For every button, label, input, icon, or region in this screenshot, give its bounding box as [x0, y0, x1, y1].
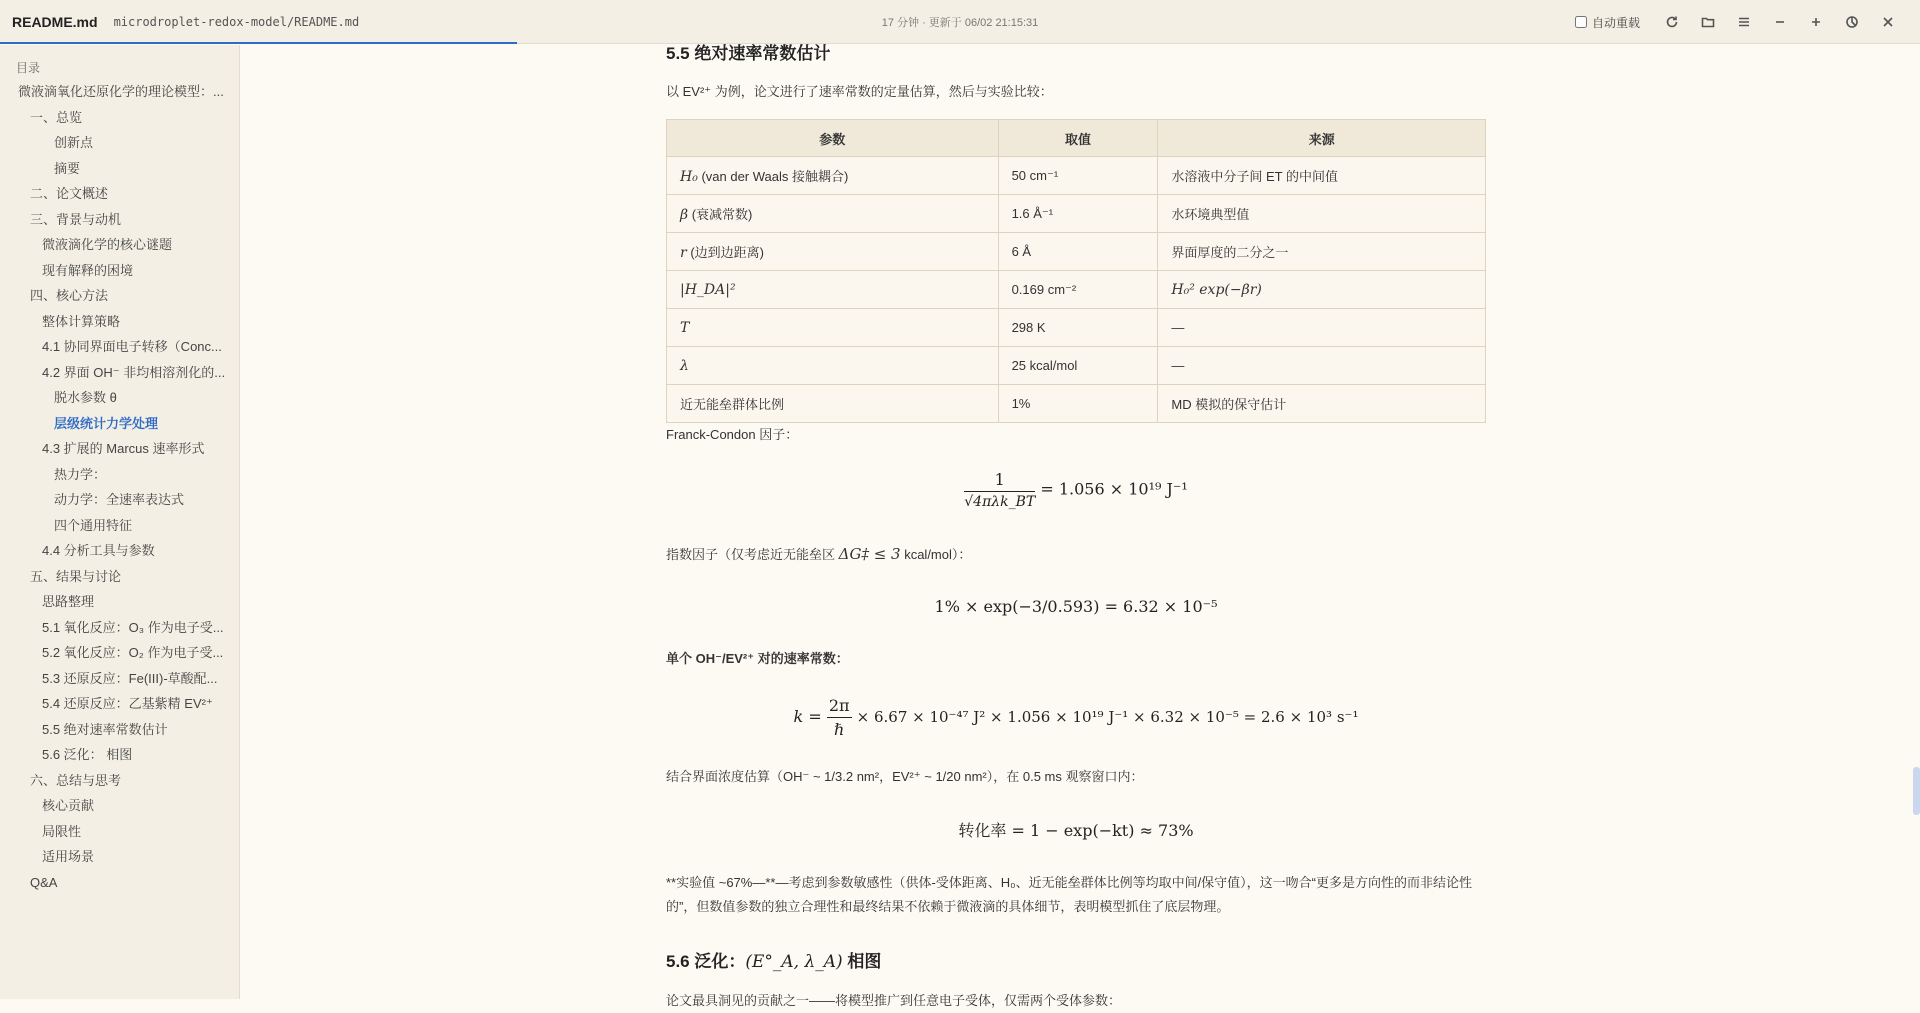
toc-item[interactable]: 热力学： [54, 466, 107, 482]
document-title: README.md [12, 13, 98, 30]
table-row [667, 233, 1486, 271]
window-controls [1575, 0, 1906, 44]
param-symbol: H₀ [680, 169, 698, 185]
param-symbol: β [680, 207, 689, 223]
toc-item[interactable]: 六、总结与思考 [30, 772, 122, 788]
auto-reload-toggle[interactable] [1575, 14, 1640, 31]
equation-conversion: 转化率 = 1 − exp(−kt) ≈ 73% [958, 821, 1194, 840]
equation-rate-constant [666, 696, 1486, 739]
toc-item[interactable]: 4.3 扩展的 Marcus 速率形式 [42, 441, 205, 456]
toc-item[interactable]: 局限性 [42, 823, 82, 839]
menu-button[interactable] [1726, 8, 1762, 36]
fc-rhs: = 1.056 × 10¹⁹ J⁻¹ [1040, 479, 1188, 499]
toc-item[interactable]: 5.3 还原反应：Fe(III)-草酸配... [42, 670, 218, 686]
title-bar [0, 0, 1920, 44]
table-row [667, 347, 1486, 385]
toc-item[interactable]: 整体计算策略 [42, 313, 121, 329]
table-row [667, 195, 1486, 233]
refresh-icon [1665, 15, 1679, 29]
toc-item[interactable]: 思路整理 [42, 594, 95, 609]
next-title-pre: 5.6 泛化： [666, 952, 746, 971]
franck-condon-label: Franck-Condon 因子： [666, 427, 799, 442]
theme-button[interactable] [1834, 8, 1870, 36]
param-cell [667, 347, 999, 385]
param-cell [667, 309, 999, 347]
toc-item[interactable]: 4.4 分析工具与参数 [42, 543, 155, 558]
zoom-in-button[interactable] [1798, 8, 1834, 36]
value-cell: 50 cm⁻¹ [998, 157, 1158, 195]
toc-item[interactable]: 四、核心方法 [30, 288, 109, 303]
concentration-label: 结合界面浓度估算（OH⁻ ~ 1/3.2 nm²，EV²⁺ ~ 1/20 nm²），在 0.5 ms 观察窗口内： [666, 769, 1144, 784]
fc-denominator: √4πλk_BT [964, 494, 1036, 510]
toc-item[interactable]: 动力学：全速率表达式 [54, 492, 185, 507]
fc-numerator: 1 [964, 470, 1035, 492]
toc-item[interactable]: 层级统计力学处理 [54, 415, 159, 431]
source-cell: MD 模拟的保守估计 [1158, 385, 1486, 423]
exp-label-post: kcal/mol）： [900, 547, 972, 562]
table-row [667, 309, 1486, 347]
toc-item[interactable]: 5.5 绝对速率常数估计 [42, 721, 168, 737]
value-cell: 0.169 cm⁻² [998, 271, 1158, 309]
toc-item[interactable]: 5.6 泛化： 相图 [42, 747, 133, 762]
rate-fraction [827, 696, 852, 739]
conclusion-paragraph: **实验值 ~67%—**—考虑到参数敏感性（供体-受体距离、H₀、近无能垒群体比例等均取中间/保守值），这一吻合“更多是方向性的而非结论性的”，但数值参数的独立合理性和最终结果不依赖于微液滴的具体细节，表明模型抓住了底层物理。 [666, 875, 1473, 914]
table-row [667, 385, 1486, 423]
folder-icon [1701, 15, 1715, 29]
toc-item[interactable]: 4.1 协同界面电子转移（Conc... [42, 339, 222, 354]
toc-sidebar [0, 45, 240, 999]
table-row [667, 271, 1486, 309]
rate-lhs: k = [793, 707, 822, 726]
toc-item[interactable]: 一、总览 [30, 109, 83, 125]
source-cell: 水溶液中分子间 ET 的中间值 [1158, 157, 1486, 195]
close-icon [1881, 15, 1895, 29]
toc-item[interactable]: 创新点 [54, 135, 94, 150]
exponential-factor-label [666, 542, 971, 567]
toc-item[interactable]: 摘要 [54, 160, 81, 176]
toc-item[interactable]: 核心贡献 [42, 798, 95, 813]
param-name: (van der Waals 接触耦合) [697, 169, 849, 184]
fc-fraction [964, 470, 1035, 510]
source-cell: — [1158, 347, 1486, 385]
intro-paragraph: 以 EV²⁺ 为例，论文进行了速率常数的定量估算，然后与实验比较： [666, 84, 1053, 99]
section-heading-5-6 [666, 947, 881, 972]
param-name: (衰减常数) [688, 207, 753, 222]
rate-denominator: ℏ [834, 720, 845, 739]
param-cell [667, 157, 999, 195]
reload-button[interactable] [1654, 8, 1690, 36]
equation-franck-condon [666, 470, 1486, 510]
open-folder-button[interactable] [1690, 8, 1726, 36]
source-cell: 水环境典型值 [1158, 195, 1486, 233]
section-heading-5-5: 5.5 绝对速率常数估计 [666, 44, 831, 63]
rate-constant-label: 单个 OH⁻/EV²⁺ 对的速率常数： [666, 651, 849, 666]
value-cell: 6 Å [998, 233, 1158, 271]
next-paragraph: 论文最具洞见的贡献之一——将模型推广到任意电子受体，仅需两个受体参数： [666, 993, 1122, 1008]
auto-reload-label: 自动重载 [1591, 15, 1640, 30]
toc-item[interactable]: 适用场景 [42, 849, 95, 864]
exp-label-pre: 指数因子（仅考虑近无能垒区 [666, 547, 839, 562]
value-cell: 1.6 Å⁻¹ [998, 195, 1158, 233]
table-header-value: 取值 [998, 120, 1158, 157]
plus-icon [1809, 15, 1823, 29]
parameter-table [666, 119, 1486, 423]
table-header-source: 来源 [1158, 120, 1486, 157]
markdown-content [241, 44, 1920, 1008]
auto-reload-checkbox[interactable] [1575, 16, 1587, 28]
toc-item[interactable]: 脱水参数 θ [54, 390, 117, 405]
toc-item[interactable]: Q&A [30, 874, 58, 890]
value-cell: 298 K [998, 309, 1158, 347]
scrollbar-thumb[interactable] [1913, 767, 1920, 815]
toc-item[interactable]: 四个通用特征 [54, 517, 133, 533]
param-cell [667, 233, 999, 271]
toc-item[interactable]: 4.2 界面 OH⁻ 非均相溶剂化的... [42, 364, 226, 380]
value-cell: 25 kcal/mol [998, 347, 1158, 385]
table-header-param: 参数 [667, 120, 999, 157]
zoom-out-button[interactable] [1762, 8, 1798, 36]
source-cell: — [1158, 309, 1486, 347]
next-title-post: 相图 [842, 952, 882, 971]
param-name: (边到边距离) [686, 245, 764, 260]
toc-item[interactable]: 现有解释的困境 [42, 262, 134, 278]
toc-item[interactable]: 微液滴化学的核心谜题 [42, 237, 173, 252]
param-cell [667, 195, 999, 233]
menu-icon [1737, 15, 1751, 29]
document-path: microdroplet-redox-model/README.md [113, 14, 360, 29]
toc-item[interactable]: 5.1 氧化反应：O₃ 作为电子受... [42, 619, 224, 635]
param-symbol: T [680, 319, 690, 336]
exp-label-math: ΔG‡ ≤ 3 [838, 545, 901, 563]
next-title-math: (E°_A, λ_A) [745, 952, 843, 972]
param-symbol: λ [680, 357, 689, 374]
rate-numerator: 2π [827, 696, 852, 718]
table-row [667, 157, 1486, 195]
source-cell: H₀² exp(−βr) [1158, 271, 1486, 309]
param-cell [667, 385, 999, 423]
toc-list [0, 79, 239, 895]
toc-heading: 目录 [16, 61, 41, 75]
reading-progress-bar [0, 42, 517, 44]
param-symbol: r [680, 245, 687, 261]
rate-rhs: × 6.67 × 10⁻⁴⁷ J² × 1.056 × 10¹⁹ J⁻¹ × 6.32 × 10⁻⁵ = 2.6 × 10³ s⁻¹ [856, 708, 1359, 726]
toc-item[interactable]: 二、论文概述 [30, 186, 109, 201]
toc-item[interactable]: 5.4 还原反应：乙基紫精 EV²⁺ [42, 696, 213, 711]
param-symbol: |H_DA|² [680, 281, 736, 298]
close-button[interactable] [1870, 8, 1906, 36]
toc-item[interactable]: 5.2 氧化反应：O₂ 作为电子受... [42, 645, 224, 660]
theme-icon [1845, 15, 1859, 29]
equation-exponential-factor: 1% × exp(−3/0.593) = 6.32 × 10⁻⁵ [934, 597, 1218, 616]
toc-item[interactable]: 五、结果与讨论 [30, 568, 122, 584]
param-cell [667, 271, 999, 309]
value-cell: 1% [998, 385, 1158, 423]
minus-icon [1773, 15, 1787, 29]
table-header-row [667, 120, 1486, 157]
toc-item[interactable]: 三、背景与动机 [30, 211, 122, 227]
toc-item[interactable]: 微液滴氧化还原化学的理论模型：... [18, 84, 224, 99]
update-status: 17 分钟 · 更新于 06/02 21:15:31 [881, 16, 1039, 29]
param-name: 近无能垒群体比例 [680, 397, 785, 412]
source-cell: 界面厚度的二分之一 [1158, 233, 1486, 271]
